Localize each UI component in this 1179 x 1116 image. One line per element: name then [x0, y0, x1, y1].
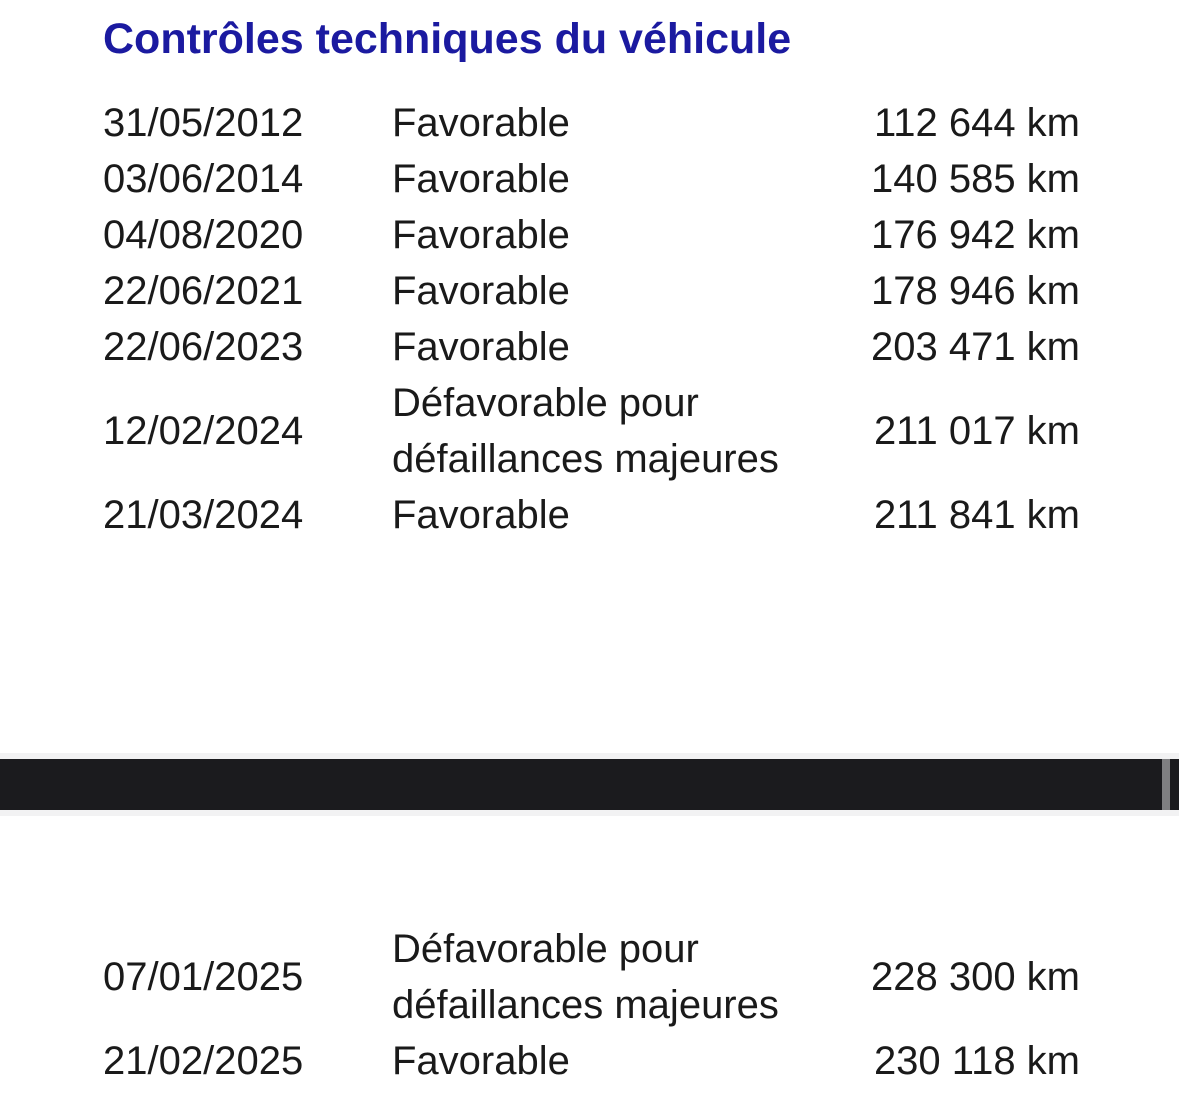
table-row — [103, 95, 1080, 151]
table-row — [103, 375, 1080, 487]
inspection-date: 07/01/2025 — [103, 955, 304, 999]
table-row — [103, 263, 1080, 319]
inspection-date: 03/06/2014 — [103, 157, 304, 201]
inspection-mileage: 211 841 km — [873, 493, 1080, 537]
inspection-mileage: 112 644 km — [873, 101, 1080, 145]
inspection-mileage: 230 118 km — [873, 1039, 1080, 1083]
inspection-mileage: 228 300 km — [870, 955, 1080, 999]
inspection-result: Favorable — [392, 269, 570, 313]
inspection-result: Défavorable pour défaillances majeures — [392, 381, 779, 481]
inspection-mileage: 140 585 km — [870, 157, 1080, 201]
screenshot-seam — [0, 753, 1179, 816]
table-row — [103, 921, 1080, 1033]
inspection-date: 21/02/2025 — [103, 1039, 304, 1083]
inspection-date: 31/05/2012 — [103, 101, 304, 145]
inspection-result: Favorable — [392, 325, 570, 369]
inspection-date: 22/06/2023 — [103, 325, 304, 369]
table-row — [103, 1033, 1080, 1089]
inspection-list-bottom — [0, 921, 1179, 1089]
inspection-mileage: 178 946 km — [870, 269, 1080, 313]
inspection-date: 22/06/2021 — [103, 269, 304, 313]
inspection-result: Défavorable pour défaillances majeures — [392, 927, 779, 1027]
inspection-result: Favorable — [392, 101, 570, 145]
inspection-result: Favorable — [392, 493, 570, 537]
inspection-result: Favorable — [392, 1039, 570, 1083]
table-row — [103, 151, 1080, 207]
table-row — [103, 319, 1080, 375]
inspection-mileage: 211 017 km — [873, 409, 1080, 453]
inspection-list-top — [0, 95, 1179, 543]
inspection-mileage: 203 471 km — [870, 325, 1080, 369]
table-row — [103, 207, 1080, 263]
scrollbar-thumb[interactable] — [1162, 759, 1170, 810]
seam-strip-bottom — [0, 810, 1179, 816]
inspection-date: 12/02/2024 — [103, 409, 304, 453]
seam-bar — [0, 759, 1179, 810]
table-row — [103, 487, 1080, 543]
inspection-result: Favorable — [392, 157, 570, 201]
inspection-date: 04/08/2020 — [103, 213, 304, 257]
inspection-result: Favorable — [392, 213, 570, 257]
inspection-mileage: 176 942 km — [870, 213, 1080, 257]
page-title: Contrôles techniques du véhicule — [103, 15, 792, 63]
inspection-date: 21/03/2024 — [103, 493, 304, 537]
